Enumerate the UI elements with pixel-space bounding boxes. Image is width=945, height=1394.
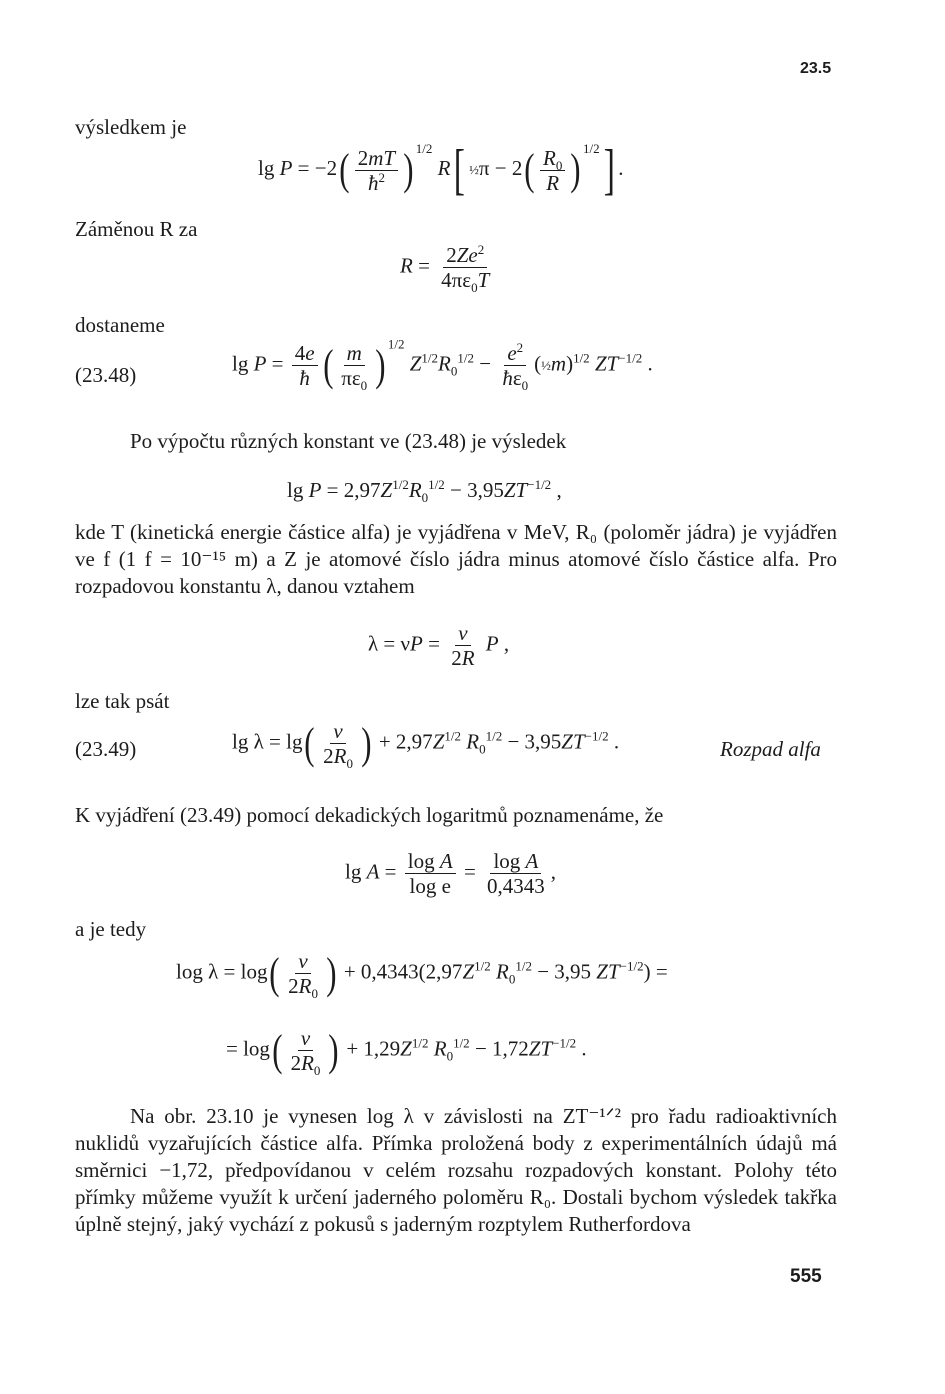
equation-lambda: λ = νP = $\frac{v}{2R}$ P ,: [368, 621, 510, 670]
equation-R: R = $\frac{2Ze^2}{4\pi\varepsilon_0T}$: [400, 242, 490, 296]
text-vysledkem: výsledkem je: [75, 115, 187, 139]
equation-log-lambda-1: log λ = log( $\frac{v}{2R_0}$ ) + $0,4343(2,97Z^{1/2}$ $R_0^{1/2} - 3,95$ $ZT^{-1/2}$) =: [176, 948, 668, 1002]
equation-label-23-49: (23.49): [75, 737, 137, 761]
text-lze: lze tak psát: [75, 689, 170, 713]
text-a-je-tedy: a je tedy: [75, 917, 147, 941]
equation-lgP-1: lg P = −2( $\frac{2mT}{ħ^2}$ ) $^{1/2}$ R[ ½π − 2( $\frac{R_0}{R}$ ) $^{1/2}$] .: [258, 139, 624, 201]
text-k-vyjadreni: K vyjádření (23.49) pomocí dekadických logaritmů poznamenáme, že: [75, 803, 664, 827]
text-na-obr: Na obr. 23.10 je vynesen log λ v závislosti na ZT⁻¹ᐟ² pro řadu radioaktivních nuklidů vyzařujících částice alfa. Přímka proložená body z experimentálních údajů má směrnici −1,72, předpovídanou v celém rozsahu rozpadových konstant. Polohy této přímky můžeme využít k určení jaderného poloměru R₀. Dostali bychom výsledek takřka úplně stejný, jaký vychází z pokusů s jaderným rozptylem Rutherfordova: [75, 1104, 837, 1236]
page-number: 555: [790, 1266, 822, 1287]
margin-note-rozpad-alfa: Rozpad alfa: [720, 737, 821, 761]
section-number: 23.5: [800, 60, 832, 77]
equation-label-23-48: (23.48): [75, 363, 137, 387]
text-kde: kde T (kinetická energie částice alfa) je vyjádřena v MeV, R₀ (poloměr jádra) je vyjádřen ve f (1 f = 10⁻¹⁵ m) a Z je atomové číslo jádra minus atomové číslo částice alfa. Pro rozpadovou konstantu λ, danou vztahem: [75, 520, 837, 598]
equation-log-lambda-2: = log( $\frac{v}{2R_0}$ ) + $1,29Z^{1/2}$ $R_0^{1/2} - 1,72ZT^{-1/2}$ .: [226, 1025, 587, 1079]
equation-lgA: lg A = $\frac{\text{log A}}{\text{log e}}$ = $\frac{\text{log A}}{0,4343}$ ,: [345, 849, 557, 898]
text-dostaneme: dostaneme: [75, 313, 165, 337]
equation-23-49: lg λ = lg( $\frac{v}{2R_0}$ ) + $2,97Z^{1/2}$ $R_0^{1/2} - 3,95ZT^{-1/2}$ .: [232, 718, 620, 772]
equation-lgP-numeric: $\lg P = 2,97Z^{1/2}R_0^{1/2} - 3,95ZT^{-1/2}$ ,: [287, 477, 562, 506]
text-po-vypoctu: Po výpočtu různých konstant ve (23.48) je výsledek: [130, 429, 567, 453]
equation-23-48: lg P = $\frac{4e}{ħ}$ ( $\frac{m}{\pi\varepsilon_0}$ ) $^{1/2}$ $Z^{1/2}R_0^{1/2}$ − $\frac{e^2}{ħ\varepsilon_0}$ (½m)$^{1/2}$ $ZT^{-1/2}$ .: [232, 336, 653, 394]
text-zamenou: Záměnou R za: [75, 217, 198, 241]
